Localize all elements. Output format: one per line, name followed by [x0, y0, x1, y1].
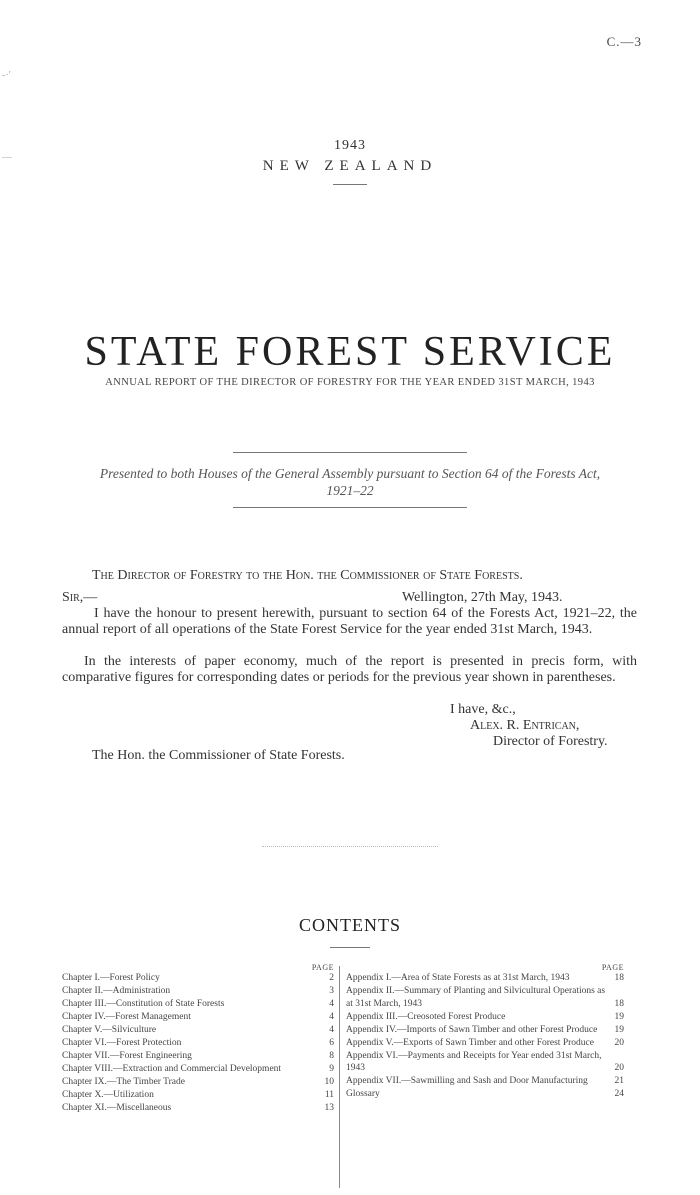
- toc-entry: [346, 1050, 624, 1075]
- presented-note: Presented to both Houses of the General Assembly pursuant to Section 64 of the Forests Act, 1921–22: [99, 466, 601, 498]
- toc-entry-page: 10: [324, 1077, 334, 1087]
- toc-entry-page: 18: [614, 998, 624, 1009]
- toc-entry-page: 8: [329, 1051, 334, 1061]
- toc-entry-title: Appendix III.—Creosoted Forest Produce: [346, 1011, 506, 1022]
- toc-entry-title: Appendix IV.—Imports of Sawn Timber and other Forest Produce: [346, 1024, 598, 1035]
- toc-entry-page: 2: [329, 973, 334, 983]
- letter-closing: I have, &c.,: [450, 702, 516, 717]
- toc-entry: [346, 1037, 624, 1050]
- page-column-header: PAGE: [311, 963, 334, 972]
- toc-entry: [62, 1037, 334, 1050]
- toc-entry: [346, 1011, 624, 1024]
- toc-entry: [346, 1088, 624, 1101]
- divider-upper: [233, 452, 467, 453]
- toc-entry-page: 21: [614, 1076, 624, 1086]
- page-number: C.—3: [606, 34, 642, 49]
- toc-entry: [62, 1011, 334, 1024]
- toc-entry-title: Appendix VII.—Sawmilling and Sash and Door Manufacturing: [346, 1076, 588, 1086]
- letter-signatory: Alex. R. Entrican,: [470, 718, 580, 733]
- toc-entry-page: 18: [614, 973, 624, 983]
- toc-entry: [346, 972, 624, 985]
- toc-entry-page: 11: [324, 1090, 334, 1100]
- contents-underline: [330, 947, 370, 948]
- country-heading: NEW ZEALAND: [262, 158, 438, 174]
- toc-entry-title: Chapter IX.—The Timber Trade: [62, 1077, 185, 1087]
- toc-entry-page: 19: [614, 1024, 624, 1035]
- toc-chapters: [62, 962, 334, 1115]
- toc-entry: [62, 1089, 334, 1102]
- toc-entry-title: Chapter III.—Constitution of State Forests: [62, 999, 225, 1009]
- toc-entry-title: Appendix VI.—Payments and Receipts for Year ended 31st March, 1943: [346, 1050, 602, 1073]
- toc-entry: [62, 1076, 334, 1089]
- toc-entry: [346, 1024, 624, 1037]
- divider-faint: [262, 846, 438, 847]
- scan-mark: -·′: [2, 70, 11, 81]
- report-year: 1943: [334, 138, 366, 153]
- page-column-header: PAGE: [601, 963, 624, 972]
- letter-addressee: The Hon. the Commissioner of State Forests.: [92, 748, 345, 763]
- letter-place-date: Wellington, 27th May, 1943.: [402, 590, 563, 605]
- toc-entry: [62, 972, 334, 985]
- toc-entry-title: Appendix II.—Summary of Planting and Silvicultural Operations as at 31st March, 1943: [346, 986, 606, 1009]
- toc-entry: [62, 1024, 334, 1037]
- toc-entry-page: 20: [614, 1037, 624, 1048]
- toc-entry: [62, 1102, 334, 1115]
- toc-entry-page: 4: [329, 999, 334, 1009]
- toc-entry-page: 24: [614, 1089, 624, 1099]
- toc-entry: [62, 1050, 334, 1063]
- toc-entry-title: Chapter VII.—Forest Engineering: [62, 1051, 192, 1061]
- toc-entry-page: 4: [329, 1012, 334, 1022]
- letter-salutation: Sir,—: [62, 590, 98, 605]
- toc-entry-page: 3: [329, 986, 334, 996]
- toc-entry: [346, 1075, 624, 1088]
- toc-entry-page: 4: [329, 1025, 334, 1035]
- scan-mark-2: —: [2, 152, 12, 163]
- toc-entry-title: Chapter X.—Utilization: [62, 1090, 154, 1100]
- toc-entry-title: Chapter I.—Forest Policy: [62, 973, 160, 983]
- report-title: STATE FOREST SERVICE: [84, 329, 616, 375]
- toc-entry-title: Appendix I.—Area of State Forests as at 31st March, 1943: [346, 973, 570, 983]
- toc-divider: [339, 966, 340, 1188]
- report-subtitle: ANNUAL REPORT OF THE DIRECTOR OF FORESTRY FOR THE YEAR ENDED 31ST MARCH, 1943: [105, 377, 595, 388]
- toc-entry: [62, 1063, 334, 1076]
- toc-entry-page: 20: [614, 1063, 624, 1073]
- toc-entry-page: 19: [614, 1011, 624, 1022]
- letter-paragraph-2: In the interests of paper economy, much of the report is presented in precis form, with comparative figures for corresponding dates or periods for the previous year shown in parentheses.: [62, 654, 637, 685]
- toc-entry-title: Glossary: [346, 1089, 380, 1099]
- toc-entry-title: Chapter XI.—Miscellaneous: [62, 1103, 172, 1113]
- toc-entry-title: Chapter V.—Silviculture: [62, 1025, 157, 1035]
- toc-entry-title: Chapter II.—Administration: [62, 986, 171, 996]
- toc-entry: [346, 985, 624, 1010]
- toc-entry-title: Appendix V.—Exports of Sawn Timber and other Forest Produce: [346, 1037, 594, 1048]
- toc-entry-page: 13: [324, 1103, 334, 1113]
- letter-paragraph-1: I have the honour to present herewith, pursuant to section 64 of the Forests Act, 1921–22, the annual report of all operations of the State Forest Service for the year ended 31st March, 1943.: [62, 606, 637, 637]
- toc-entry: [62, 985, 334, 998]
- divider-lower: [233, 507, 467, 508]
- toc-entry-title: Chapter IV.—Forest Management: [62, 1012, 191, 1022]
- contents-title: CONTENTS: [299, 915, 401, 935]
- toc-appendices: [346, 962, 624, 1101]
- toc-entry-page: 9: [329, 1064, 334, 1074]
- toc-entry-title: Chapter VI.—Forest Protection: [62, 1038, 182, 1048]
- divider-short: [333, 184, 367, 185]
- toc-entry-page: 6: [329, 1038, 334, 1048]
- toc-entry: [62, 998, 334, 1011]
- letter-address-line: The Director of Forestry to the Hon. the Commissioner of State Forests.: [92, 568, 523, 583]
- toc-entry-title: Chapter VIII.—Extraction and Commercial Development: [62, 1064, 282, 1074]
- letter-signatory-title: Director of Forestry.: [493, 734, 608, 749]
